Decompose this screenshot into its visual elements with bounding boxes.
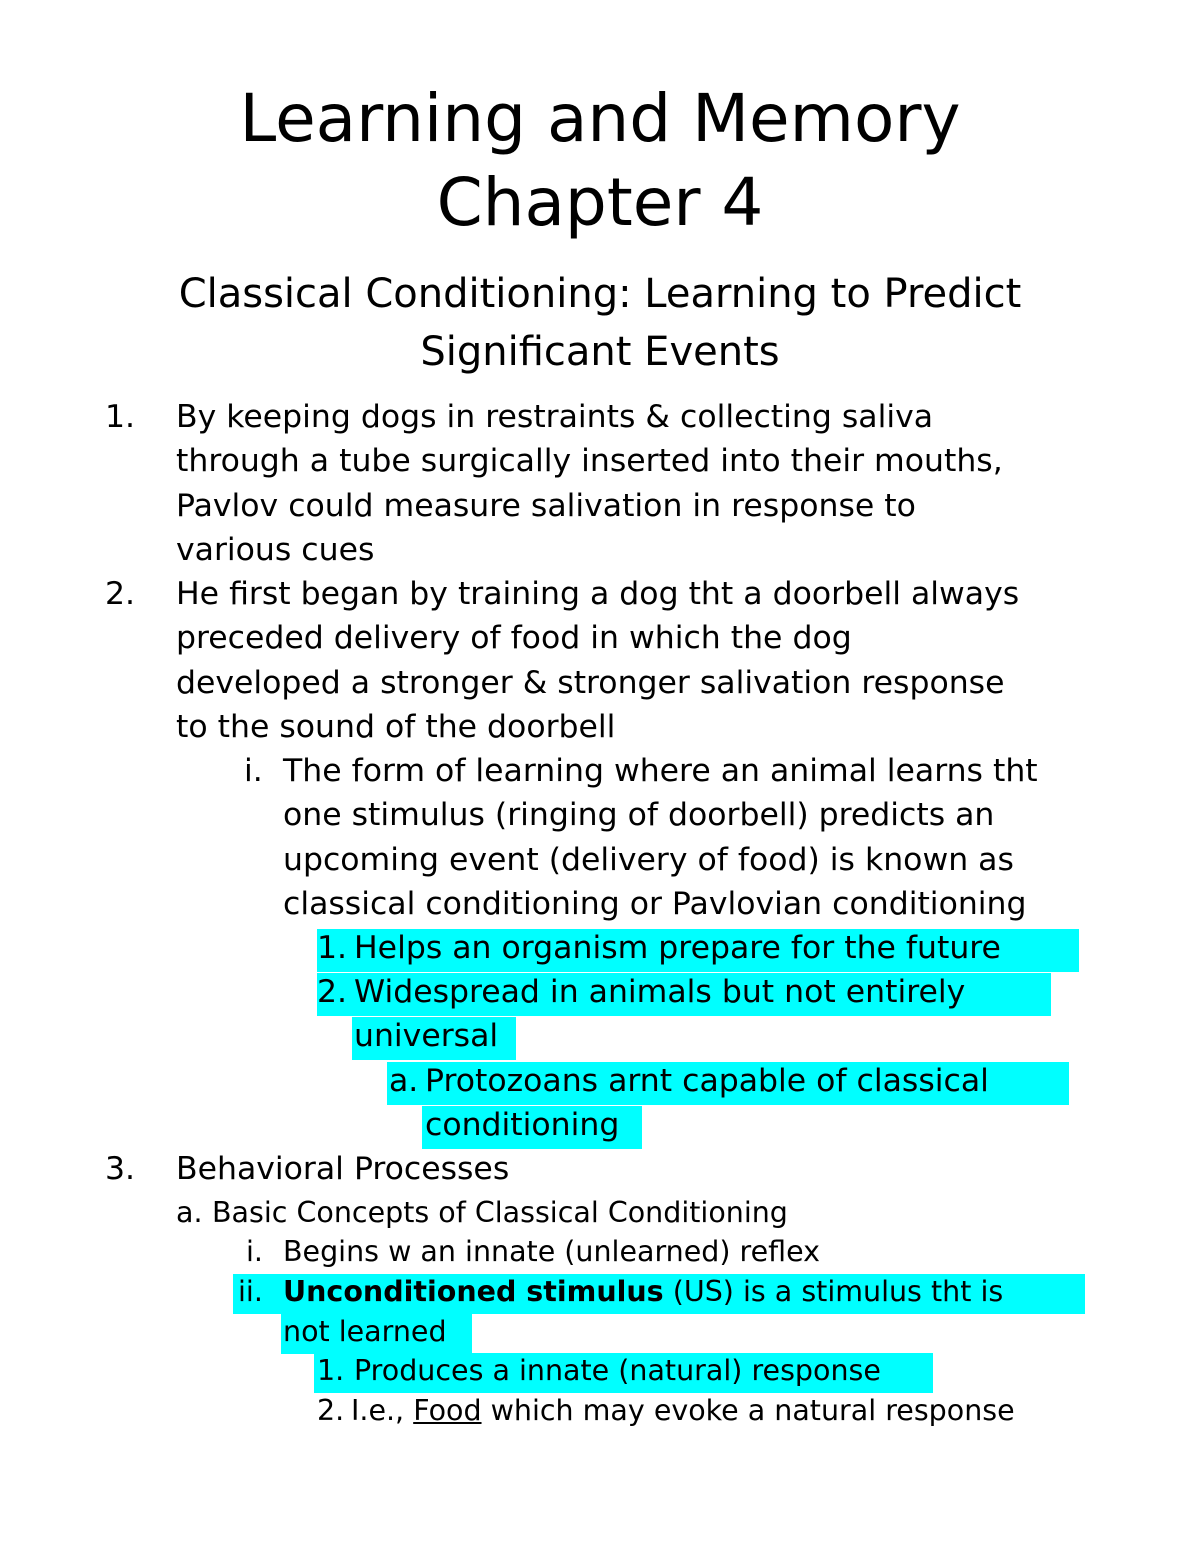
section-heading-line1: Classical Conditioning: Learning to Predict [178, 271, 1022, 317]
highlighted-point-1: Helps an organism prepare for the future [354, 930, 1001, 966]
list-marker: ii. [238, 1275, 263, 1308]
sublist-item-line4: classical conditioning or Pavlovian conditioning [283, 886, 1027, 922]
list-marker: a. [176, 1196, 203, 1229]
list-marker: i. [246, 1235, 263, 1268]
example-prefix: I.e., [351, 1394, 414, 1427]
list-marker: i. [244, 753, 263, 789]
list-item-3: Behavioral Processes [176, 1151, 510, 1187]
example-point [351, 1394, 1015, 1427]
document-title-line2: Chapter 4 [436, 164, 764, 241]
list-item-2-line2: preceded delivery of food in which the dog [176, 620, 852, 656]
list-item-1-line4: various cues [176, 532, 375, 568]
highlighted-point-2-line2: universal [354, 1018, 499, 1054]
highlighted-subpoint-line1: Protozoans arnt capable of classical [425, 1063, 989, 1099]
list-marker: 1. [317, 1354, 345, 1387]
key-term: Unconditioned stimulus [283, 1275, 664, 1308]
document-title-line1: Learning and Memory [239, 80, 961, 157]
sublist-item-ii-line1 [283, 1275, 1004, 1308]
list-item-1-line2: through a tube surgically inserted into their mouths, [176, 443, 1003, 479]
section-heading-line2: Significant Events [420, 329, 780, 375]
sublist-item-ii-line2: not learned [283, 1315, 447, 1348]
sublist-heading: Basic Concepts of Classical Conditioning [212, 1196, 788, 1229]
list-marker: 3. [105, 1151, 136, 1187]
list-marker: 2. [317, 1394, 345, 1427]
underlined-term: Food [413, 1394, 482, 1427]
list-marker: 1. [317, 930, 348, 966]
sublist-item-line3: upcoming event (delivery of food) is known as [283, 842, 1014, 878]
sublist-item-i: Begins w an innate (unlearned) reflex [283, 1235, 821, 1268]
list-marker: 2. [317, 974, 348, 1010]
highlighted-subpoint-line2: conditioning [425, 1107, 620, 1143]
sublist-item-line1: The form of learning where an animal learns tht [283, 753, 1038, 789]
list-item-2-line3: developed a stronger & stronger salivation response [176, 665, 1005, 701]
list-marker: 2. [105, 576, 136, 612]
list-item-1-line3: Pavlov could measure salivation in response to [176, 488, 916, 524]
list-marker: 1. [105, 399, 136, 435]
list-item-1-line1: By keeping dogs in restraints & collecting saliva [176, 399, 934, 435]
list-item-2-line1: He first began by training a dog tht a doorbell always [176, 576, 1020, 612]
list-item-2-line4: to the sound of the doorbell [176, 709, 616, 745]
example-suffix: which may evoke a natural response [481, 1394, 1015, 1427]
definition-text: (US) is a stimulus tht is [663, 1275, 1004, 1308]
highlighted-point-2-line1: Widespread in animals but not entirely [354, 974, 966, 1010]
highlighted-point-natural-response: Produces a innate (natural) response [354, 1354, 881, 1387]
list-marker: a. [389, 1063, 419, 1099]
sublist-item-line2: one stimulus (ringing of doorbell) predicts an [283, 797, 995, 833]
